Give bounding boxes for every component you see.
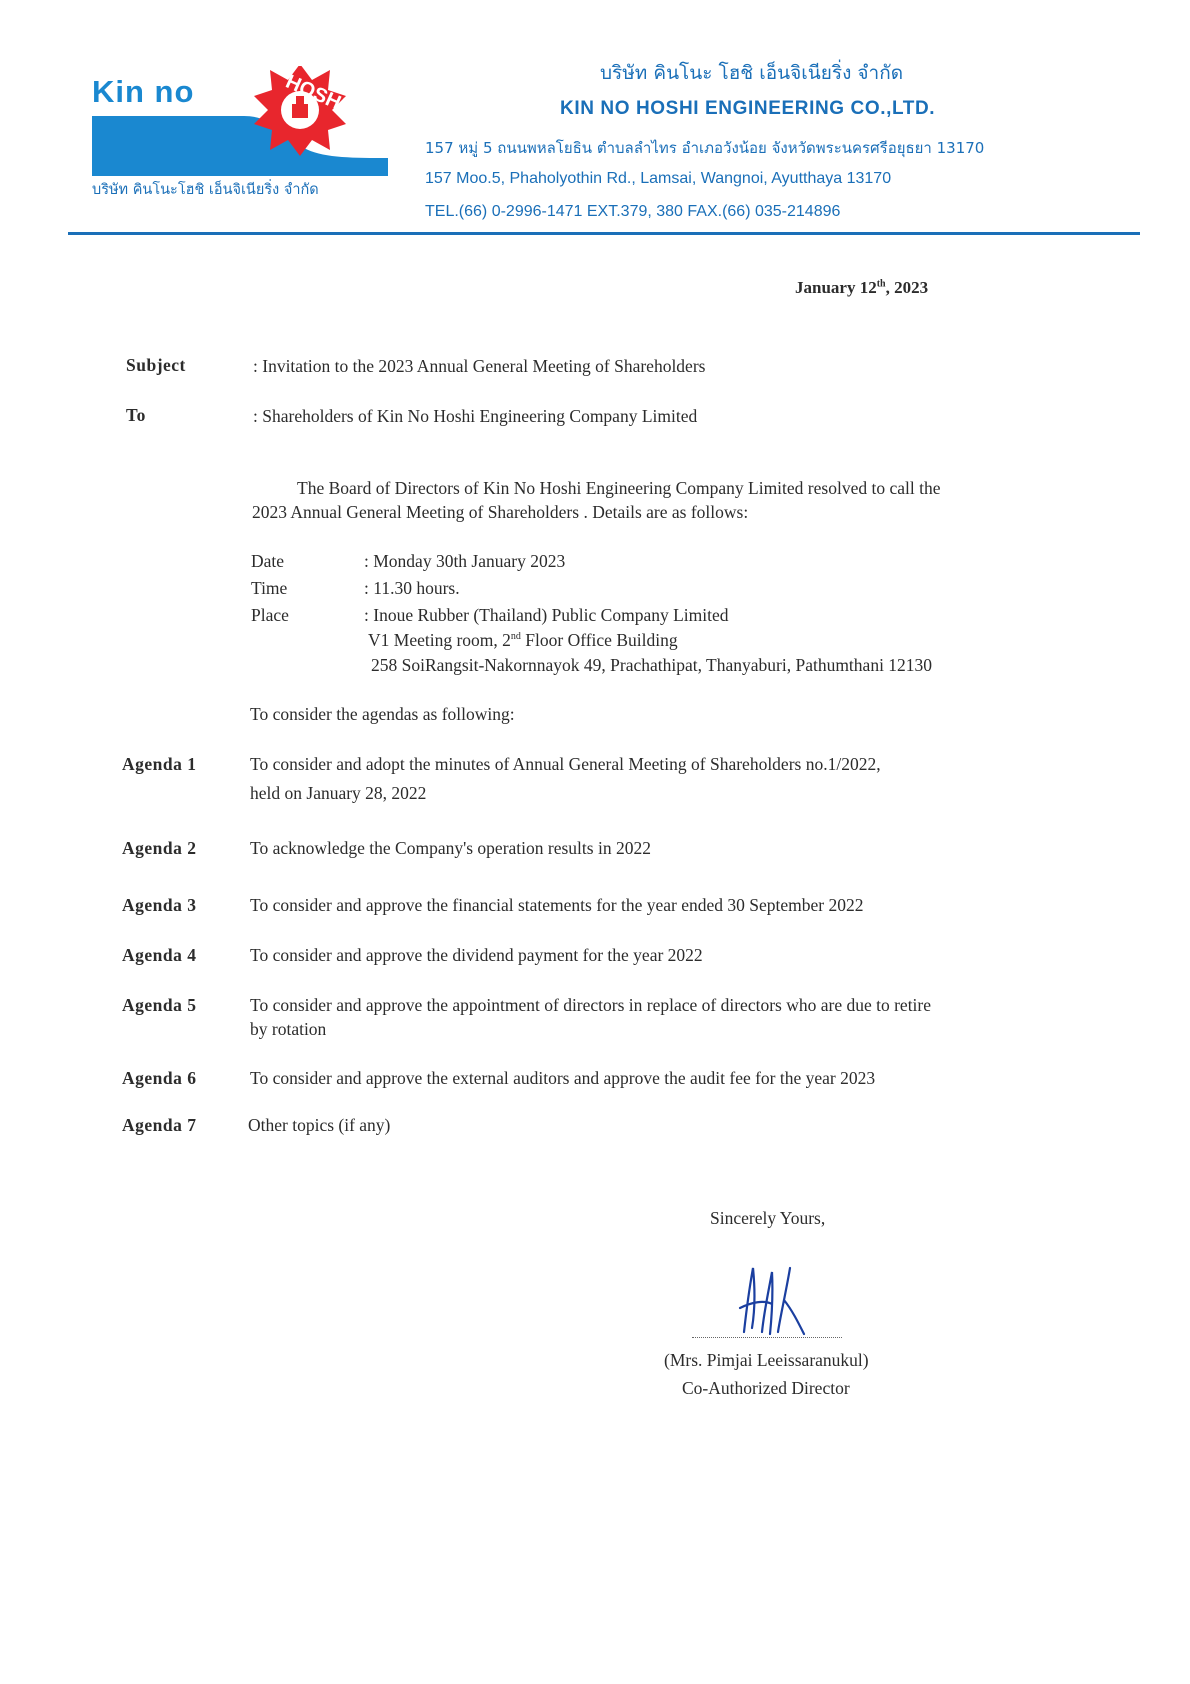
- logo-wordmark: Kin no: [92, 74, 195, 109]
- agenda-5-text: To consider and approve the appointment of directors in replace of directors who are due to retire: [250, 995, 932, 1015]
- signature-line: [692, 1337, 842, 1338]
- address-english: 157 Moo.5, Phaholyothin Rd., Lamsai, Wangnoi, Ayutthaya 13170: [425, 170, 892, 187]
- agenda-intro: To consider the agendas as following:: [250, 704, 515, 724]
- to-label: To: [126, 405, 146, 425]
- letter-date: January 12th, 2023: [795, 278, 929, 297]
- closing-salutation: Sincerely Yours,: [710, 1208, 826, 1228]
- meeting-place-room: V1 Meeting room, 2nd Floor Office Building: [368, 630, 678, 650]
- contact-info: TEL.(66) 0-2996-1471 EXT.379, 380 FAX.(66) 035-214896: [425, 203, 841, 220]
- meeting-place-address: 258 SoiRangsit-Nakornnayok 49, Prachathipat, Thanyaburi, Pathumthani 12130: [371, 655, 933, 675]
- agenda-2-text: To acknowledge the Company's operation results in 2022: [250, 838, 651, 858]
- header-divider: [68, 232, 1140, 235]
- meeting-time-label: Time: [251, 578, 288, 598]
- logo-badge-text: HOSHI: [282, 70, 350, 117]
- agenda-3-text: To consider and approve the financial statements for the year ended 30 September 2022: [250, 895, 864, 915]
- subject-label: Subject: [126, 355, 186, 375]
- agenda-1-text: To consider and adopt the minutes of Annual General Meeting of Shareholders no.1/2022,: [250, 754, 881, 774]
- agenda-4-label: Agenda 4: [122, 945, 197, 965]
- logo-thai-name: บริษัท คินโนะโฮชิ เอ็นจิเนียริ่ง จำกัด: [92, 182, 319, 198]
- to-text: : Shareholders of Kin No Hoshi Engineering Company Limited: [253, 406, 698, 426]
- agenda-7-label: Agenda 7: [122, 1115, 197, 1135]
- company-name-thai: บริษัท คินโนะ โฮชิ เอ็นจิเนียริ่ง จำกัด: [600, 62, 904, 84]
- meeting-place-label: Place: [251, 605, 289, 625]
- company-name-english: KIN NO HOSHI ENGINEERING CO.,LTD.: [560, 98, 936, 119]
- intro-paragraph-line-2: 2023 Annual General Meeting of Shareholders . Details are as follows:: [252, 502, 749, 522]
- subject-text: : Invitation to the 2023 Annual General Meeting of Shareholders: [253, 356, 706, 376]
- signer-name: (Mrs. Pimjai Leeissaranukul): [664, 1350, 869, 1370]
- signer-title: Co-Authorized Director: [682, 1378, 850, 1398]
- intro-paragraph-line-1: The Board of Directors of Kin No Hoshi Engineering Company Limited resolved to call the: [297, 478, 941, 498]
- agenda-6-label: Agenda 6: [122, 1068, 197, 1088]
- agenda-5-text-cont: by rotation: [250, 1019, 327, 1039]
- agenda-5-label: Agenda 5: [122, 995, 197, 1015]
- agenda-1-label: Agenda 1: [122, 754, 197, 774]
- meeting-place-value: : Inoue Rubber (Thailand) Public Company Limited: [364, 605, 729, 625]
- address-thai: 157 หมู่ 5 ถนนพหลโยธิน ตำบลลำไทร อำเภอวังน้อย จังหวัดพระนครศรีอยุธยา 13170: [425, 139, 985, 157]
- agenda-1-text-cont: held on January 28, 2022: [250, 783, 427, 803]
- agenda-4-text: To consider and approve the dividend payment for the year 2022: [250, 945, 703, 965]
- company-logo: [92, 66, 388, 206]
- agenda-2-label: Agenda 2: [122, 838, 197, 858]
- meeting-date-label: Date: [251, 551, 285, 571]
- meeting-time-value: : 11.30 hours.: [364, 578, 460, 598]
- logo-badge-label: [252, 62, 362, 122]
- agenda-3-label: Agenda 3: [122, 895, 197, 915]
- agenda-7-text: Other topics (if any): [248, 1115, 391, 1135]
- meeting-date-value: : Monday 30th January 2023: [364, 551, 566, 571]
- handwritten-signature: [700, 1262, 850, 1337]
- agenda-6-text: To consider and approve the external auditors and approve the audit fee for the year 2023: [250, 1068, 876, 1088]
